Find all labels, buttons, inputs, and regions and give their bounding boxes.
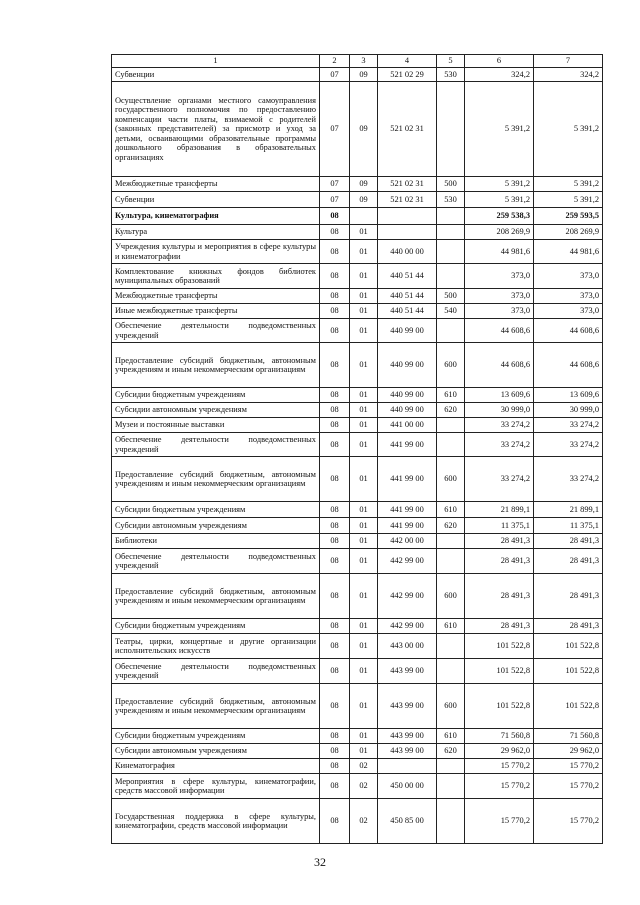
row-section-cell: 08 [320,534,350,549]
row-expense-type-cell [437,534,465,549]
row-name-cell: Библиотеки [112,534,320,549]
table-body [112,55,603,844]
row-subsection-cell: 01 [350,343,378,388]
row-section-cell: 07 [320,192,350,208]
row-target-article-cell: 443 00 00 [378,634,437,659]
row-amount-year2-cell: 101 522,8 [534,684,603,729]
row-name-cell: Предоставление субсидий бюджетным, автономным учреждениям и иным некоммерческим организациям [112,457,320,502]
row-amount-year2-cell: 28 491,3 [534,534,603,549]
row-expense-type-cell: 500 [437,289,465,304]
row-subsection-cell: 09 [350,68,378,82]
row-amount-year2-cell: 373,0 [534,264,603,289]
row-name-cell: Субсидии автономным учреждениям [112,403,320,418]
table-row [112,240,603,264]
row-amount-year2-cell: 21 899,1 [534,502,603,518]
table-row [112,744,603,759]
row-amount-year1-cell: 29 962,0 [465,744,534,759]
row-subsection-cell: 02 [350,799,378,844]
row-subsection-cell: 09 [350,177,378,192]
row-section-cell: 08 [320,502,350,518]
row-section-cell: 07 [320,68,350,82]
row-expense-type-cell [437,82,465,177]
row-amount-year1-cell: 13 609,6 [465,388,534,403]
row-section-cell: 08 [320,208,350,225]
row-name-cell: Обеспечение деятельности подведомственных учреждений [112,319,320,343]
row-target-article-cell: 442 00 00 [378,534,437,549]
row-amount-year1-cell: 33 274,2 [465,418,534,433]
row-amount-year1-cell: 28 491,3 [465,549,534,574]
table-row [112,68,603,82]
row-section-cell: 08 [320,619,350,634]
row-amount-year1-cell: 101 522,8 [465,634,534,659]
header-cell-3: 3 [350,55,378,68]
row-amount-year2-cell: 44 981,6 [534,240,603,264]
row-name-cell: Субсидии бюджетным учреждениям [112,502,320,518]
row-section-cell: 08 [320,388,350,403]
row-amount-year1-cell: 28 491,3 [465,534,534,549]
row-expense-type-cell: 610 [437,388,465,403]
row-expense-type-cell [437,240,465,264]
row-section-cell: 07 [320,177,350,192]
row-amount-year1-cell: 373,0 [465,304,534,319]
row-amount-year2-cell: 33 274,2 [534,433,603,457]
row-name-cell: Межбюджетные трансферты [112,289,320,304]
row-amount-year1-cell: 30 999,0 [465,403,534,418]
row-expense-type-cell: 500 [437,177,465,192]
row-amount-year1-cell: 259 538,3 [465,208,534,225]
row-amount-year1-cell: 33 274,2 [465,457,534,502]
row-expense-type-cell: 610 [437,729,465,744]
row-subsection-cell: 01 [350,240,378,264]
row-amount-year1-cell: 33 274,2 [465,433,534,457]
row-amount-year2-cell: 29 962,0 [534,744,603,759]
row-expense-type-cell: 600 [437,574,465,619]
row-section-cell: 08 [320,759,350,774]
row-name-cell: Театры, цирки, концертные и другие организации исполнительских искусств [112,634,320,659]
row-name-cell: Культура [112,225,320,240]
row-expense-type-cell [437,319,465,343]
row-subsection-cell: 01 [350,304,378,319]
row-section-cell: 08 [320,574,350,619]
table-row [112,343,603,388]
row-subsection-cell: 09 [350,192,378,208]
row-expense-type-cell [437,225,465,240]
row-name-cell: Предоставление субсидий бюджетным, автономным учреждениям и иным некоммерческим организациям [112,343,320,388]
row-amount-year2-cell: 44 608,6 [534,319,603,343]
row-amount-year2-cell: 373,0 [534,304,603,319]
table-row [112,634,603,659]
row-expense-type-cell [437,433,465,457]
row-amount-year2-cell: 373,0 [534,289,603,304]
table-row [112,574,603,619]
row-name-cell: Предоставление субсидий бюджетным, автономным учреждениям и иным некоммерческим организациям [112,574,320,619]
row-amount-year2-cell: 28 491,3 [534,574,603,619]
row-subsection-cell: 01 [350,225,378,240]
row-section-cell: 08 [320,659,350,684]
table-row [112,388,603,403]
row-expense-type-cell: 600 [437,457,465,502]
row-target-article-cell: 441 99 00 [378,433,437,457]
row-target-article-cell: 443 99 00 [378,684,437,729]
table-row [112,518,603,534]
table-row [112,502,603,518]
row-section-cell: 08 [320,799,350,844]
row-target-article-cell: 450 00 00 [378,774,437,799]
table-row [112,264,603,289]
row-target-article-cell: 440 51 44 [378,289,437,304]
row-subsection-cell: 01 [350,264,378,289]
row-amount-year1-cell: 28 491,3 [465,574,534,619]
row-name-cell: Музеи и постоянные выставки [112,418,320,433]
row-name-cell: Предоставление субсидий бюджетным, автономным учреждениям и иным некоммерческим организациям [112,684,320,729]
row-target-article-cell: 521 02 31 [378,82,437,177]
table-row [112,774,603,799]
row-amount-year1-cell: 44 981,6 [465,240,534,264]
row-section-cell: 08 [320,343,350,388]
row-amount-year1-cell: 21 899,1 [465,502,534,518]
row-name-cell: Субсидии бюджетным учреждениям [112,388,320,403]
row-amount-year2-cell: 28 491,3 [534,619,603,634]
row-section-cell: 08 [320,774,350,799]
row-amount-year2-cell: 33 274,2 [534,457,603,502]
row-expense-type-cell: 530 [437,192,465,208]
row-subsection-cell: 01 [350,457,378,502]
row-target-article-cell: 440 99 00 [378,403,437,418]
row-name-cell: Кинематография [112,759,320,774]
row-target-article-cell: 521 02 31 [378,177,437,192]
row-amount-year2-cell: 208 269,9 [534,225,603,240]
row-amount-year2-cell: 259 593,5 [534,208,603,225]
row-amount-year1-cell: 71 560,8 [465,729,534,744]
header-cell-5: 5 [437,55,465,68]
header-cell-7: 7 [534,55,603,68]
budget-table [111,54,603,844]
row-subsection-cell: 02 [350,774,378,799]
row-subsection-cell: 01 [350,502,378,518]
row-name-cell: Межбюджетные трансферты [112,177,320,192]
row-amount-year1-cell: 15 770,2 [465,799,534,844]
row-target-article-cell: 440 99 00 [378,319,437,343]
row-expense-type-cell [437,799,465,844]
table-row [112,192,603,208]
row-subsection-cell: 01 [350,619,378,634]
table-row [112,82,603,177]
row-expense-type-cell: 540 [437,304,465,319]
row-subsection-cell [350,208,378,225]
row-expense-type-cell: 600 [437,684,465,729]
row-amount-year2-cell: 5 391,2 [534,82,603,177]
row-section-cell: 08 [320,634,350,659]
row-amount-year1-cell: 28 491,3 [465,619,534,634]
row-subsection-cell: 01 [350,634,378,659]
row-name-cell: Комплектование книжных фондов библиотек муниципальных образований [112,264,320,289]
row-section-cell: 08 [320,403,350,418]
row-amount-year1-cell: 5 391,2 [465,192,534,208]
row-subsection-cell: 01 [350,388,378,403]
row-target-article-cell [378,225,437,240]
row-target-article-cell: 443 99 00 [378,659,437,684]
row-name-cell: Обеспечение деятельности подведомственных учреждений [112,659,320,684]
row-amount-year2-cell: 30 999,0 [534,403,603,418]
table-row [112,289,603,304]
row-section-cell: 08 [320,744,350,759]
row-name-cell: Обеспечение деятельности подведомственных учреждений [112,433,320,457]
row-name-cell: Субсидии бюджетным учреждениям [112,619,320,634]
row-subsection-cell: 01 [350,418,378,433]
row-target-article-cell: 441 00 00 [378,418,437,433]
table-row [112,208,603,225]
row-amount-year1-cell: 373,0 [465,289,534,304]
row-amount-year2-cell: 5 391,2 [534,192,603,208]
row-expense-type-cell [437,774,465,799]
row-subsection-cell: 01 [350,574,378,619]
row-amount-year2-cell: 44 608,6 [534,343,603,388]
row-section-cell: 08 [320,225,350,240]
row-target-article-cell: 443 99 00 [378,729,437,744]
row-name-cell: Субсидии автономным учреждениям [112,744,320,759]
row-section-cell: 08 [320,433,350,457]
row-name-cell: Государственная поддержка в сфере культуры, кинематографии, средств массовой информации [112,799,320,844]
row-name-cell: Субсидии бюджетным учреждениям [112,729,320,744]
table-row [112,619,603,634]
row-target-article-cell: 442 99 00 [378,574,437,619]
table-row [112,759,603,774]
table-row [112,225,603,240]
row-amount-year1-cell: 44 608,6 [465,319,534,343]
header-cell-2: 2 [320,55,350,68]
row-name-cell: Субсидии автономным учреждениям [112,518,320,534]
row-amount-year1-cell: 44 608,6 [465,343,534,388]
row-amount-year2-cell: 101 522,8 [534,659,603,684]
row-name-cell: Обеспечение деятельности подведомственных учреждений [112,549,320,574]
header-cell-1: 1 [112,55,320,68]
row-target-article-cell: 441 99 00 [378,518,437,534]
row-amount-year2-cell: 15 770,2 [534,759,603,774]
row-amount-year2-cell: 13 609,6 [534,388,603,403]
row-amount-year1-cell: 15 770,2 [465,774,534,799]
row-target-article-cell: 443 99 00 [378,744,437,759]
row-amount-year2-cell: 28 491,3 [534,549,603,574]
row-name-cell: Осуществление органами местного самоуправления государственного полномочия по предоставлению компенсации части платы, взимаемой с родителей (законных представителей) за присмотр и уход за детьми, осваивающими образовательные программы дошкольного образования в образовательных организациях [112,82,320,177]
row-target-article-cell: 442 99 00 [378,619,437,634]
row-name-cell: Субвенции [112,192,320,208]
row-expense-type-cell [437,759,465,774]
row-amount-year2-cell: 5 391,2 [534,177,603,192]
row-section-cell: 08 [320,319,350,343]
row-target-article-cell: 521 02 31 [378,192,437,208]
table-row [112,549,603,574]
row-subsection-cell: 01 [350,549,378,574]
table-row [112,729,603,744]
row-subsection-cell: 02 [350,759,378,774]
row-amount-year1-cell: 324,2 [465,68,534,82]
row-amount-year1-cell: 101 522,8 [465,659,534,684]
row-subsection-cell: 01 [350,534,378,549]
row-section-cell: 08 [320,418,350,433]
row-name-cell: Мероприятия в сфере культуры, кинематографии, средств массовой информации [112,774,320,799]
table-row [112,177,603,192]
row-expense-type-cell [437,659,465,684]
row-section-cell: 08 [320,264,350,289]
row-subsection-cell: 01 [350,729,378,744]
table-header-row [112,55,603,68]
row-subsection-cell: 01 [350,319,378,343]
row-expense-type-cell: 610 [437,619,465,634]
table-row [112,403,603,418]
row-expense-type-cell [437,549,465,574]
row-section-cell: 08 [320,729,350,744]
row-expense-type-cell [437,208,465,225]
header-cell-4: 4 [378,55,437,68]
row-amount-year1-cell: 5 391,2 [465,82,534,177]
row-amount-year2-cell: 15 770,2 [534,774,603,799]
row-target-article-cell [378,759,437,774]
row-subsection-cell: 09 [350,82,378,177]
row-target-article-cell: 441 99 00 [378,457,437,502]
row-expense-type-cell: 600 [437,343,465,388]
row-expense-type-cell: 620 [437,744,465,759]
table-row [112,319,603,343]
row-target-article-cell: 440 99 00 [378,388,437,403]
row-amount-year1-cell: 11 375,1 [465,518,534,534]
row-section-cell: 08 [320,304,350,319]
row-section-cell: 07 [320,82,350,177]
row-subsection-cell: 01 [350,659,378,684]
table-row [112,684,603,729]
row-amount-year1-cell: 101 522,8 [465,684,534,729]
row-amount-year1-cell: 373,0 [465,264,534,289]
table-row [112,433,603,457]
row-expense-type-cell [437,264,465,289]
row-subsection-cell: 01 [350,289,378,304]
row-amount-year2-cell: 15 770,2 [534,799,603,844]
row-name-cell: Субвенции [112,68,320,82]
row-name-cell: Учреждения культуры и мероприятия в сфере культуры и кинематографии [112,240,320,264]
row-section-cell: 08 [320,289,350,304]
row-target-article-cell: 441 99 00 [378,502,437,518]
row-subsection-cell: 01 [350,403,378,418]
row-target-article-cell: 440 00 00 [378,240,437,264]
row-target-article-cell [378,208,437,225]
table-row [112,799,603,844]
row-target-article-cell: 521 02 29 [378,68,437,82]
table-row [112,304,603,319]
row-expense-type-cell: 610 [437,502,465,518]
row-subsection-cell: 01 [350,744,378,759]
row-target-article-cell: 450 85 00 [378,799,437,844]
row-section-cell: 08 [320,240,350,264]
row-target-article-cell: 442 99 00 [378,549,437,574]
table-row [112,534,603,549]
row-expense-type-cell: 620 [437,403,465,418]
row-section-cell: 08 [320,457,350,502]
row-amount-year1-cell: 5 391,2 [465,177,534,192]
row-amount-year2-cell: 11 375,1 [534,518,603,534]
row-amount-year1-cell: 15 770,2 [465,759,534,774]
row-name-cell: Культура, кинематография [112,208,320,225]
table-row [112,659,603,684]
row-expense-type-cell [437,418,465,433]
row-expense-type-cell [437,634,465,659]
row-amount-year2-cell: 101 522,8 [534,634,603,659]
row-amount-year2-cell: 33 274,2 [534,418,603,433]
row-amount-year1-cell: 208 269,9 [465,225,534,240]
row-subsection-cell: 01 [350,518,378,534]
row-amount-year2-cell: 324,2 [534,68,603,82]
row-target-article-cell: 440 51 44 [378,264,437,289]
row-expense-type-cell: 530 [437,68,465,82]
row-amount-year2-cell: 71 560,8 [534,729,603,744]
table-row [112,418,603,433]
table-row [112,457,603,502]
row-expense-type-cell: 620 [437,518,465,534]
row-target-article-cell: 440 51 44 [378,304,437,319]
row-section-cell: 08 [320,549,350,574]
row-name-cell: Иные межбюджетные трансферты [112,304,320,319]
row-section-cell: 08 [320,518,350,534]
row-target-article-cell: 440 99 00 [378,343,437,388]
row-section-cell: 08 [320,684,350,729]
page-number: 32 [314,855,326,869]
row-subsection-cell: 01 [350,433,378,457]
header-cell-6: 6 [465,55,534,68]
row-subsection-cell: 01 [350,684,378,729]
